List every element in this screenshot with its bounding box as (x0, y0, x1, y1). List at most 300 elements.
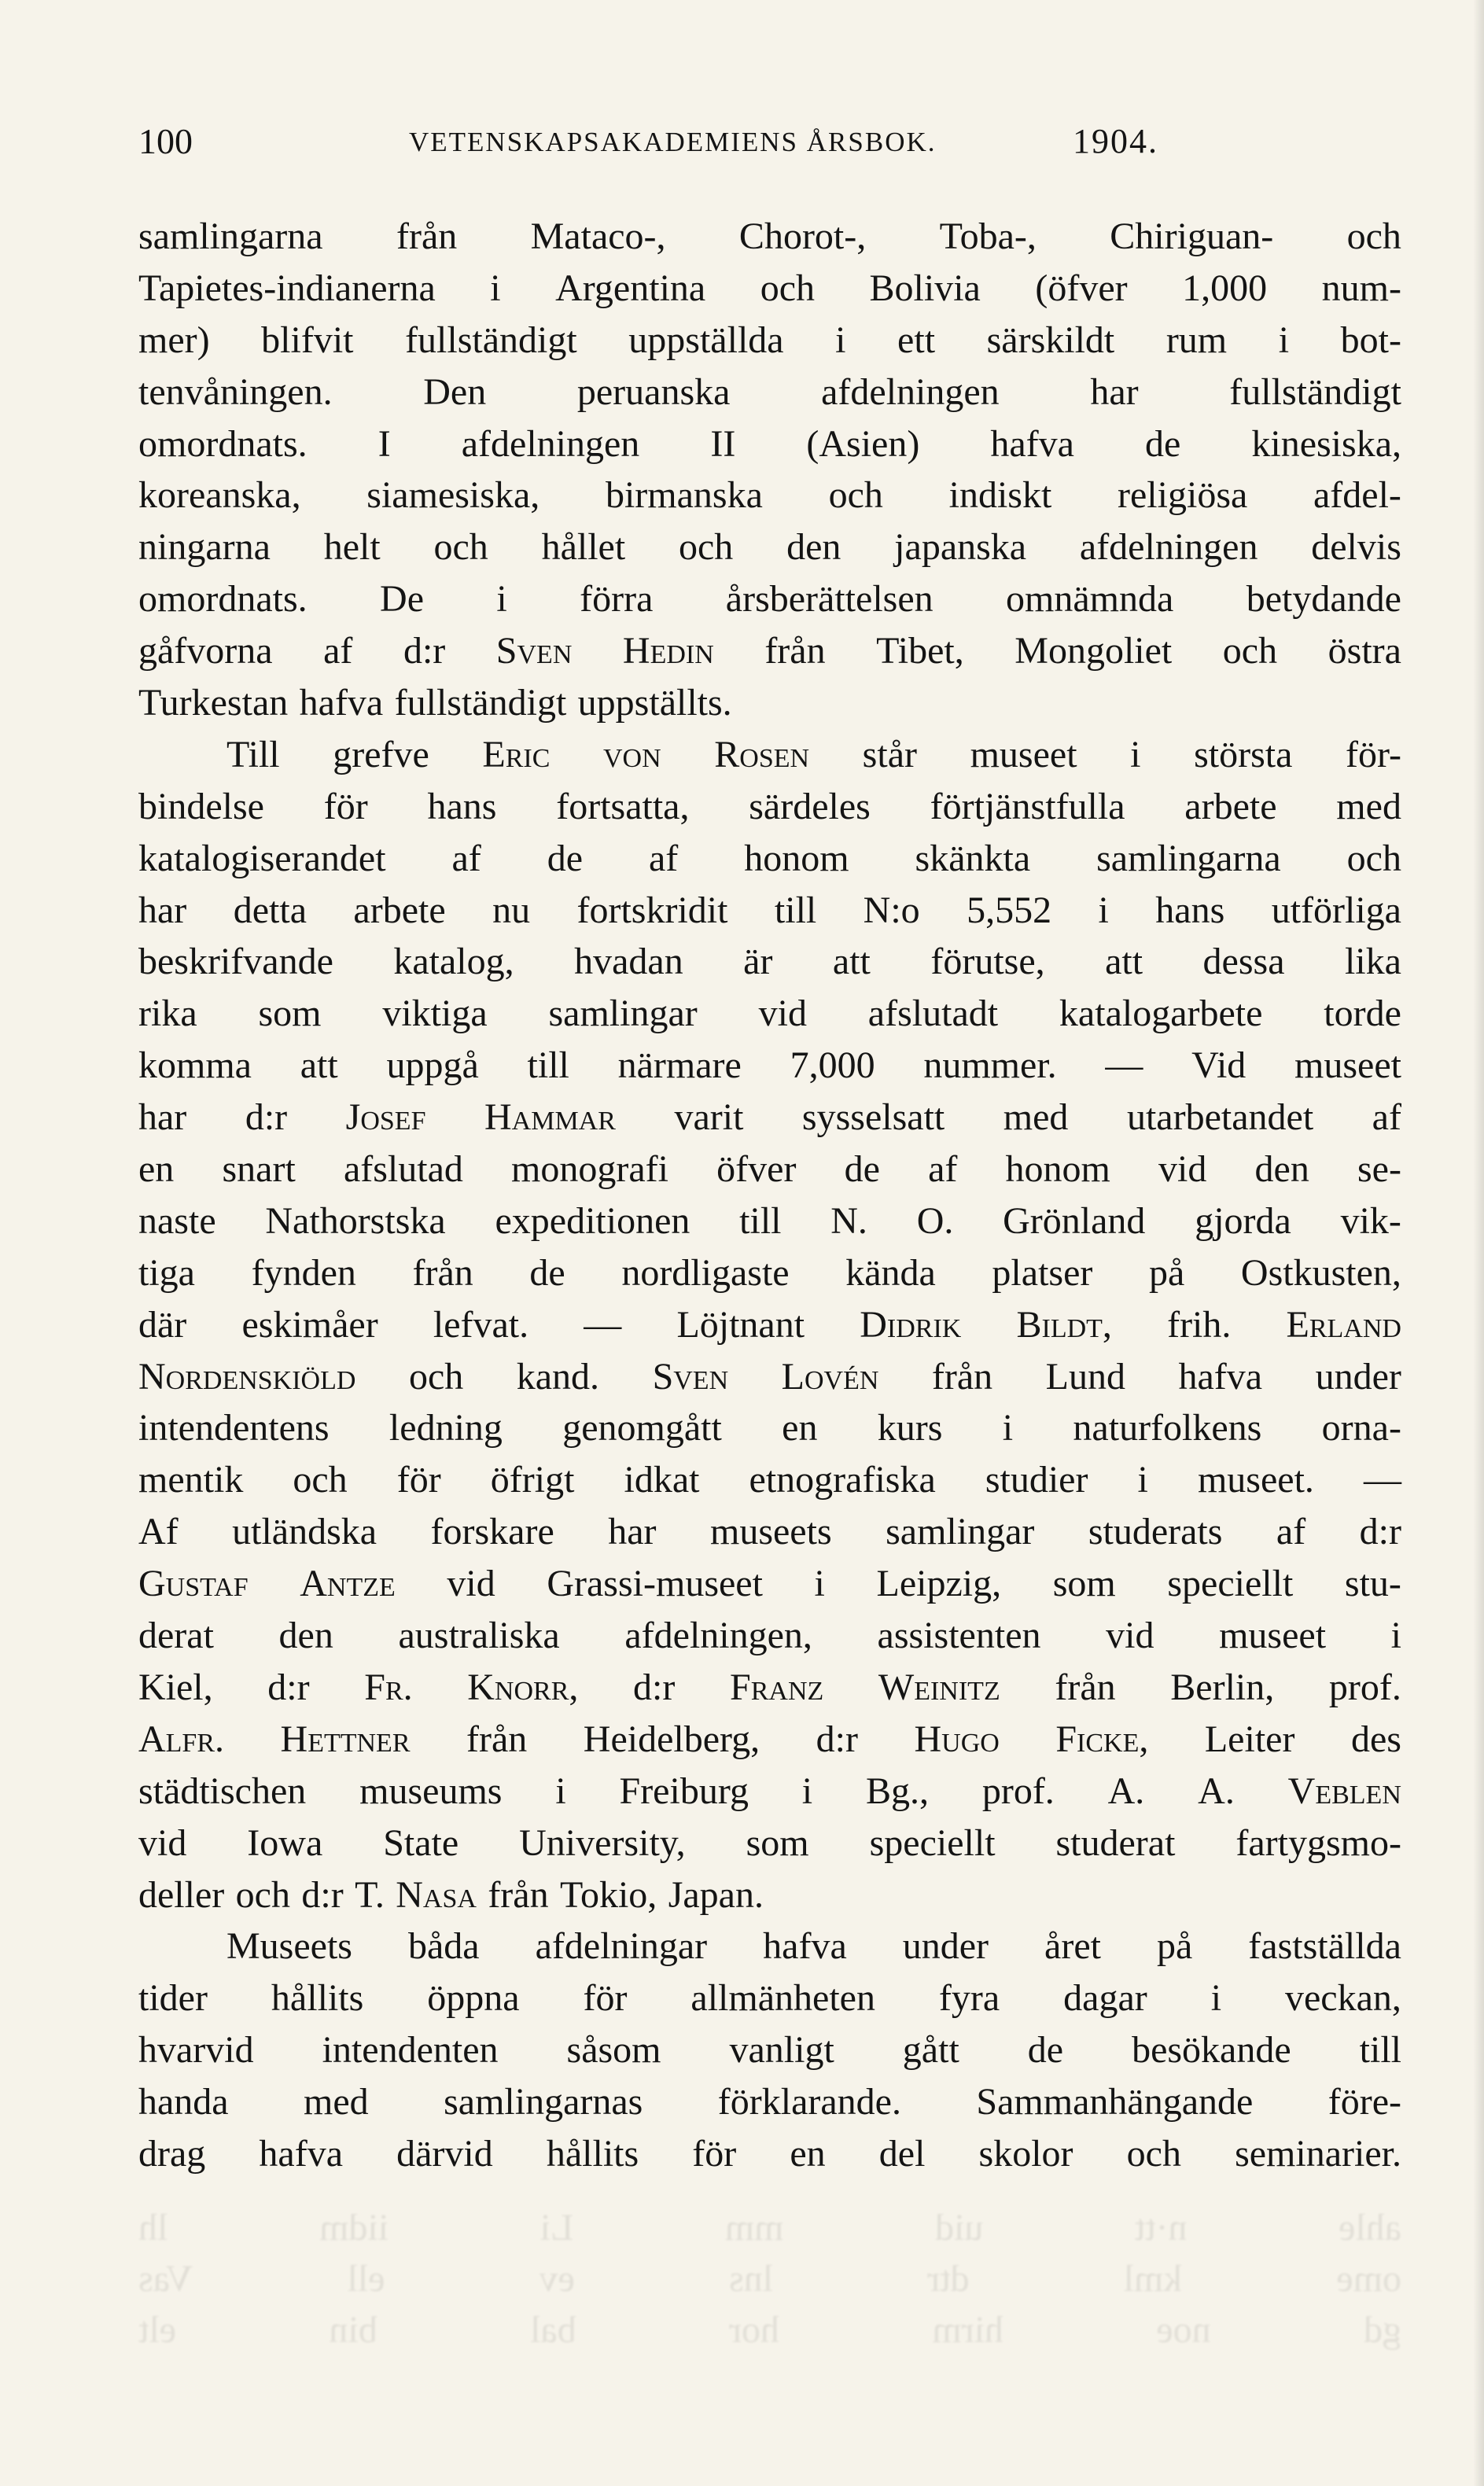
word (976, 2076, 1253, 2128)
text-line (138, 470, 1401, 521)
word (764, 625, 825, 677)
word-fragment: hållits (271, 1977, 364, 2020)
word-fragment: Josef (345, 1096, 426, 1139)
word-fragment: idkat (624, 1459, 700, 1501)
word (1211, 1972, 1221, 2024)
word-fragment: har (608, 1511, 657, 1553)
text-line (138, 2128, 1401, 2180)
word (444, 2076, 643, 2128)
word (623, 625, 714, 677)
word (536, 1921, 708, 1972)
word-fragment: Argentina (555, 267, 706, 309)
word-fragment: katalogarbete (1059, 993, 1263, 1035)
word-fragment: Den (423, 370, 487, 413)
word-fragment: af (451, 837, 481, 879)
word-fragment: städtischen (138, 1770, 307, 1812)
word (744, 833, 849, 885)
word-fragment: speciellt (1167, 1563, 1294, 1605)
word-fragment: museet (970, 733, 1077, 775)
word-fragment: och (678, 526, 734, 569)
word (868, 988, 998, 1040)
running-year: 1904. (1073, 122, 1158, 160)
word-fragment: af (649, 837, 679, 879)
word (389, 1402, 503, 1454)
word (1345, 1558, 1401, 1610)
word-fragment: Hammar (484, 1096, 616, 1139)
word-fragment: närmare (617, 1044, 742, 1087)
word-fragment: i (801, 1770, 813, 1812)
text-line (138, 1247, 1401, 1299)
word (300, 1040, 338, 1092)
word-fragment: Toba-, (939, 215, 1037, 257)
word (413, 1247, 473, 1299)
word (226, 1921, 352, 1972)
word (409, 1351, 463, 1403)
word (1182, 263, 1267, 315)
word-fragment: se- (1357, 1148, 1401, 1191)
word (790, 1040, 875, 1092)
word-fragment: öppna (427, 1977, 520, 2020)
word (556, 781, 689, 833)
word-fragment: med (304, 2081, 369, 2123)
word-fragment: museet (1219, 1615, 1327, 1657)
word (863, 729, 917, 781)
word (408, 1921, 480, 1972)
word (1016, 1299, 1111, 1351)
word (393, 936, 514, 988)
word (860, 1299, 961, 1351)
word (1194, 729, 1292, 781)
word-fragment: vid (447, 1563, 495, 1605)
text-line (138, 211, 1401, 263)
word-fragment: kurs (877, 1407, 943, 1449)
text-line (138, 1972, 1401, 2024)
word (1235, 1818, 1401, 1869)
word-fragment: beskrifvande (138, 941, 333, 983)
word (531, 211, 666, 263)
word (816, 1714, 858, 1766)
word-fragment: från (412, 1251, 473, 1294)
word-fragment: d:r (403, 630, 446, 672)
word (1191, 1040, 1246, 1092)
word (138, 1506, 179, 1558)
word-fragment: Sven (652, 1355, 729, 1398)
word-fragment: Tapietes-indianerna (138, 267, 436, 309)
word-fragment: (Asien) (806, 422, 920, 465)
word (427, 1972, 519, 2024)
word-fragment: för (396, 1459, 441, 1501)
word-fragment: vik- (1340, 1199, 1401, 1242)
word (1311, 521, 1401, 573)
word-fragment: i (490, 267, 501, 309)
word-fragment: lefvat. (433, 1303, 529, 1346)
running-title: VETENSKAPSAKADEMIENS ÅRSBOK. (409, 127, 937, 157)
word-fragment: och (235, 1873, 290, 1916)
word-fragment: utarbetandet (1126, 1096, 1314, 1139)
word-fragment: speciellt (869, 1821, 996, 1864)
word-fragment: i (835, 319, 846, 361)
word (547, 833, 583, 885)
text-line (138, 1144, 1401, 1195)
word (1055, 1818, 1175, 1869)
word-fragment: religiösa (1118, 474, 1248, 517)
word-fragment: tider (138, 1977, 208, 2020)
word (300, 677, 384, 729)
word (138, 1351, 355, 1403)
word (649, 833, 678, 885)
word-fragment: d:r (301, 1873, 344, 1916)
word (324, 781, 368, 833)
word-fragment: den (786, 526, 841, 569)
word-fragment: detta (233, 889, 307, 931)
word (985, 1454, 1088, 1506)
word (1360, 2024, 1401, 2076)
word-fragment: Nasa (396, 1873, 477, 1916)
word-fragment: Tibet, (876, 630, 964, 672)
word-fragment: uppställda (628, 319, 784, 361)
word-fragment: årsberättelsen (725, 578, 933, 621)
word (405, 315, 577, 366)
page-edge-shadow (1473, 0, 1484, 2486)
word (710, 1506, 832, 1558)
word (1328, 2076, 1401, 2128)
word (1391, 1610, 1401, 1662)
word-fragment: gåfvorna (138, 630, 273, 672)
word-fragment: till (774, 889, 817, 931)
word-fragment: i (1137, 1459, 1148, 1501)
word (1272, 885, 1401, 937)
word (743, 936, 772, 988)
word-fragment: afslutad (343, 1148, 463, 1191)
word (970, 729, 1077, 781)
word-fragment: 7,000 (790, 1044, 875, 1087)
word-fragment: och (293, 1459, 348, 1501)
word-fragment: arbete (1184, 785, 1277, 827)
word-fragment: de (1027, 2029, 1064, 2072)
word (1170, 1662, 1274, 1714)
word (1127, 1092, 1313, 1144)
word (1014, 625, 1172, 677)
word-fragment: till (1359, 2029, 1401, 2072)
word (1055, 1662, 1115, 1714)
word-fragment: från (396, 215, 458, 257)
word-fragment: Erland (1286, 1303, 1401, 1346)
word-fragment: De (380, 578, 424, 621)
word (433, 521, 488, 573)
text-line (138, 1610, 1401, 1662)
word-fragment: afdelningen (461, 422, 640, 465)
word-fragment: omordnats. (138, 578, 307, 621)
word-fragment: på (1156, 1925, 1193, 1968)
word-fragment: från (931, 1355, 993, 1398)
word (730, 2024, 834, 2076)
word-fragment: , (1139, 1718, 1149, 1760)
word-fragment: rum (1165, 319, 1228, 361)
word-fragment: helt (323, 526, 381, 569)
word (1108, 1766, 1145, 1818)
word-fragment: — (1105, 1044, 1143, 1087)
word-fragment: Lund (1045, 1355, 1125, 1398)
word (928, 1144, 957, 1195)
text-line (138, 625, 1401, 677)
word (1167, 1558, 1293, 1610)
word-fragment: hållits (546, 2132, 639, 2175)
word-fragment: Sammanhängande (976, 2081, 1254, 2123)
word (138, 315, 210, 366)
word-fragment: , (1102, 1303, 1112, 1346)
text-line (138, 521, 1401, 573)
word-fragment: varit (674, 1096, 744, 1139)
word-fragment: och (1346, 837, 1401, 879)
word (542, 521, 626, 573)
word (749, 1454, 936, 1506)
word (1357, 1144, 1401, 1195)
word (1364, 1454, 1401, 1506)
word-fragment: till (739, 1199, 782, 1242)
word-fragment: som (1052, 1563, 1116, 1605)
word (396, 211, 457, 263)
word-fragment: gått (902, 2029, 959, 2072)
word-fragment: kand. (516, 1355, 600, 1398)
word-fragment: ledning (388, 1407, 503, 1449)
word (281, 1714, 411, 1766)
word (628, 315, 783, 366)
word (967, 885, 1051, 937)
word (1003, 1402, 1013, 1454)
word-fragment: studier (985, 1459, 1088, 1501)
word (584, 1714, 760, 1766)
word (992, 1247, 1092, 1299)
word-fragment: seminarier. (1235, 2132, 1401, 2175)
word (346, 1092, 426, 1144)
word-fragment: hafva (259, 2132, 343, 2175)
word (467, 1662, 578, 1714)
word (1324, 988, 1401, 1040)
word (380, 573, 424, 625)
text-line (138, 1921, 1401, 1972)
word (710, 418, 735, 470)
word-fragment: viktiga (382, 993, 488, 1035)
word-fragment: museet. (1197, 1459, 1314, 1501)
word-fragment: (öfver (1035, 267, 1128, 309)
word-fragment: Grönland (1003, 1199, 1146, 1242)
word (1248, 1921, 1401, 1972)
word (878, 1610, 1041, 1662)
word-fragment: Ostkusten, (1240, 1251, 1401, 1294)
word-fragment: under (902, 1925, 989, 1968)
word-fragment: komma (138, 1044, 252, 1087)
word (403, 625, 445, 677)
word (496, 573, 506, 625)
word-fragment: siamesiska, (366, 474, 540, 517)
word (382, 988, 487, 1040)
word-fragment: af (928, 1148, 958, 1191)
word-fragment: N:o (863, 889, 920, 931)
word-fragment: Hedin (622, 630, 714, 672)
word-fragment: i (1002, 1407, 1014, 1449)
word-fragment: att (300, 1044, 338, 1087)
word (528, 1040, 569, 1092)
word-fragment: en (138, 1148, 175, 1191)
word (324, 521, 381, 573)
word-fragment: bot- (1340, 319, 1401, 361)
word (1346, 729, 1401, 781)
word-fragment: 5,552 (967, 889, 1052, 931)
word (548, 988, 697, 1040)
word (1105, 936, 1143, 988)
word (739, 1195, 781, 1247)
word (894, 521, 1026, 573)
word-fragment: nordligaste (621, 1251, 790, 1294)
word (1090, 366, 1138, 418)
word (1347, 211, 1401, 263)
word-fragment: Mongoliet (1014, 630, 1173, 672)
word-fragment: för (323, 785, 368, 827)
word-fragment: Tokio, (559, 1873, 657, 1916)
word-fragment: Chiriguan- (1110, 215, 1274, 257)
word (492, 885, 530, 937)
word-fragment: arbete (353, 889, 446, 931)
word (138, 521, 271, 573)
word-fragment: hållet (541, 526, 626, 569)
word (1198, 1454, 1314, 1506)
word (300, 1558, 396, 1610)
word-fragment: japanska (894, 526, 1027, 569)
word-fragment: att (1105, 941, 1143, 983)
text-line (138, 1506, 1401, 1558)
word (344, 1144, 463, 1195)
word (845, 1144, 880, 1195)
word (949, 470, 1052, 521)
word (138, 885, 186, 937)
word-fragment: d:r (816, 1718, 858, 1760)
word (386, 1040, 478, 1092)
word (877, 1558, 1002, 1610)
word (821, 366, 1000, 418)
word (451, 833, 481, 885)
word-fragment: Turkestan (138, 682, 289, 724)
word-fragment: Mataco-, (530, 215, 666, 257)
word (555, 263, 705, 315)
word-fragment: särdeles (749, 785, 871, 827)
word (653, 1351, 729, 1403)
word (1110, 211, 1273, 263)
word (1372, 1092, 1401, 1144)
word-fragment: d:r (245, 1096, 288, 1139)
word (621, 1247, 789, 1299)
word (1287, 1299, 1401, 1351)
body-text (138, 211, 1401, 2180)
word-fragment: särskildt (986, 319, 1115, 361)
word (746, 1818, 809, 1869)
word-fragment: förutse, (930, 941, 1045, 983)
word (1235, 2128, 1401, 2180)
word-fragment: i (1210, 1977, 1222, 2020)
word (903, 1921, 989, 1972)
word (1006, 1144, 1110, 1195)
word-fragment: med (1336, 785, 1401, 827)
word-fragment: östra (1327, 630, 1401, 672)
word (427, 781, 496, 833)
word (1195, 1195, 1291, 1247)
word (138, 1195, 216, 1247)
word (990, 418, 1074, 470)
word-fragment: skänkta (915, 837, 1031, 879)
word-fragment: Alfr. (138, 1718, 225, 1760)
word (431, 1506, 554, 1558)
word-fragment: Till (226, 733, 280, 775)
word-fragment: båda (407, 1925, 480, 1968)
word (782, 1351, 879, 1403)
word-fragment: kända (845, 1251, 936, 1294)
word-fragment: fortsatta, (556, 785, 690, 827)
word-fragment: peruanska (576, 370, 731, 413)
word-fragment: och (760, 267, 816, 309)
word (484, 1092, 616, 1144)
word-fragment: samlingar (886, 1511, 1035, 1553)
word-fragment: och (408, 1355, 464, 1398)
word-fragment: Eric (482, 733, 551, 775)
word (333, 729, 429, 781)
word (618, 1040, 742, 1092)
word (1006, 573, 1173, 625)
word (775, 885, 816, 937)
word-fragment: Bg., (865, 1770, 929, 1812)
word-fragment: Nordenskiöld (138, 1355, 356, 1398)
word-fragment: Chorot-, (738, 215, 867, 257)
word (138, 1040, 252, 1092)
word (982, 1766, 1055, 1818)
word (802, 1766, 812, 1818)
word (760, 263, 815, 315)
word (903, 2024, 959, 2076)
word-fragment: med (1003, 1096, 1069, 1139)
word-fragment: torde (1324, 993, 1401, 1035)
word-fragment: för (583, 1977, 628, 2020)
word (1198, 1766, 1235, 1818)
word-fragment: Kiel, (138, 1666, 213, 1708)
word-fragment: Hugo (914, 1718, 1000, 1760)
word (138, 781, 264, 833)
text-line (138, 1040, 1401, 1092)
word-fragment: Bolivia (869, 267, 981, 309)
word-fragment: Museets (226, 1925, 352, 1968)
word-fragment: vanligt (729, 2029, 834, 2072)
word-fragment: fastställda (1248, 1925, 1401, 1968)
word (567, 2024, 661, 2076)
word-fragment: har (1090, 370, 1139, 413)
text-line (138, 1662, 1401, 1714)
word-fragment: i (1390, 1615, 1401, 1657)
word (447, 1558, 495, 1610)
word (138, 1662, 213, 1714)
word-fragment: birmanska (605, 474, 763, 517)
word-fragment: eskimåer (241, 1303, 378, 1346)
word-fragment: 1,000 (1182, 267, 1268, 309)
word (397, 1454, 441, 1506)
word-fragment: besökande (1132, 2029, 1291, 2072)
word-fragment: Antze (300, 1563, 396, 1605)
word (1080, 521, 1258, 573)
word (1118, 470, 1247, 521)
word (462, 418, 640, 470)
word-fragment: rika (138, 993, 197, 1035)
word-fragment: Knorr (467, 1666, 569, 1708)
word-fragment: O. (916, 1199, 954, 1242)
word-fragment: därvid (396, 2132, 493, 2175)
word (624, 1610, 812, 1662)
word-fragment: Heidelberg, (583, 1718, 760, 1760)
